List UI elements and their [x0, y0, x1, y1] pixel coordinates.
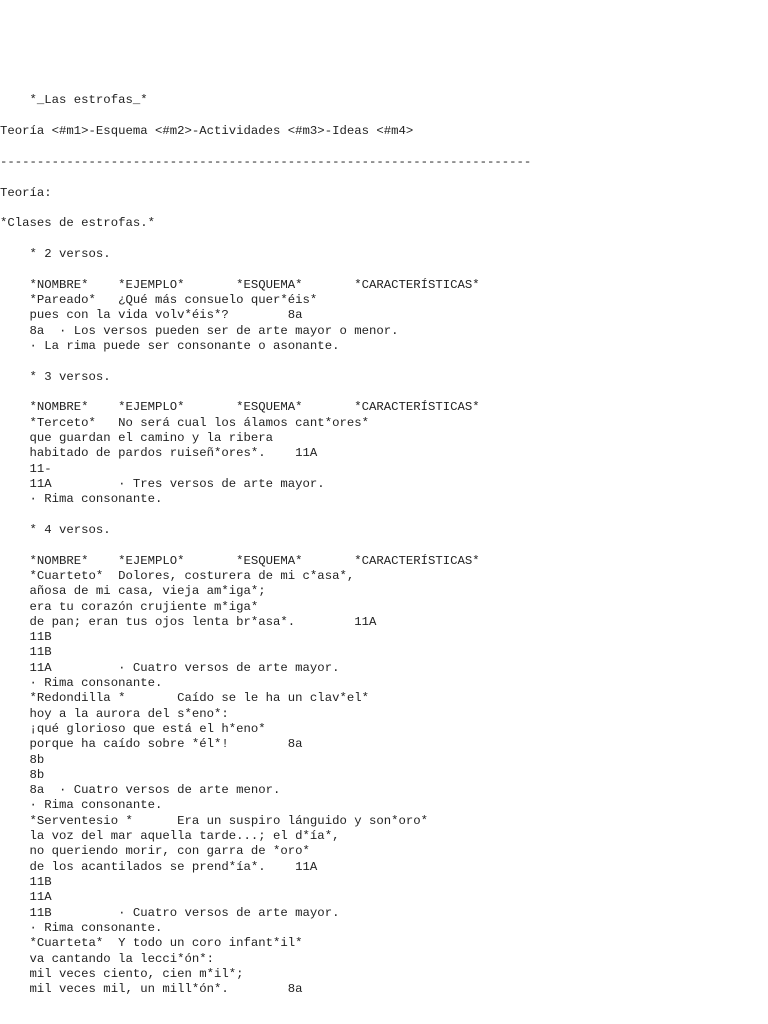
- text-line: 8a · Cuatro versos de arte menor.: [0, 783, 281, 797]
- table-header-row: *NOMBRE* *EJEMPLO* *ESQUEMA* *CARACTERÍSTICAS*: [0, 400, 480, 414]
- group-heading-4-versos: * 4 versos.: [0, 523, 111, 537]
- text-line: la voz del mar aquella tarde...; el d*ía*,: [0, 829, 340, 843]
- text-line: 8a · Los versos pueden ser de arte mayor o menor.: [0, 324, 399, 338]
- text-line: mil veces mil, un mill*ón*. 8a: [0, 982, 303, 996]
- text-line: que guardan el camino y la ribera: [0, 431, 274, 445]
- text-line: 11B: [0, 875, 52, 889]
- section-heading: Teoría:: [0, 186, 52, 200]
- text-line: · Rima consonante.: [0, 921, 163, 935]
- text-line: · Rima consonante.: [0, 798, 163, 812]
- document-title: *_Las estrofas_*: [0, 93, 148, 107]
- text-line: *Cuarteta* Y todo un coro infant*il*: [0, 936, 303, 950]
- text-line: de pan; eran tus ojos lenta br*asa*. 11A: [0, 615, 377, 629]
- text-line: no queriendo morir, con garra de *oro*: [0, 844, 310, 858]
- table-header-row: *NOMBRE* *EJEMPLO* *ESQUEMA* *CARACTERÍSTICAS*: [0, 554, 480, 568]
- text-line: 11B · Cuatro versos de arte mayor.: [0, 906, 340, 920]
- text-line: ¡qué glorioso que está el h*eno*: [0, 722, 266, 736]
- group-heading-3-versos: * 3 versos.: [0, 370, 111, 384]
- text-line: hoy a la aurora del s*eno*:: [0, 707, 229, 721]
- text-line: *Pareado* ¿Qué más consuelo quer*éis*: [0, 293, 318, 307]
- text-line: de los acantilados se prend*ía*. 11A: [0, 860, 318, 874]
- text-line: · La rima puede ser consonante o asonante.: [0, 339, 340, 353]
- subsection-heading: *Clases de estrofas.*: [0, 216, 155, 230]
- group-heading-2-versos: * 2 versos.: [0, 247, 111, 261]
- text-line: · Rima consonante.: [0, 676, 163, 690]
- text-line: *Cuarteto* Dolores, costurera de mi c*asa*,: [0, 569, 355, 583]
- text-line: *Serventesio * Era un suspiro lánguido y son*oro*: [0, 814, 429, 828]
- text-line: 11B: [0, 645, 52, 659]
- text-line: 11-: [0, 462, 52, 476]
- text-line: 11B: [0, 630, 52, 644]
- text-line: porque ha caído sobre *él*! 8a: [0, 737, 303, 751]
- text-line: *Redondilla * Caído se le ha un clav*el*: [0, 691, 369, 705]
- text-line: mil veces ciento, cien m*il*;: [0, 967, 244, 981]
- section-nav-links[interactable]: Teoría <#m1>-Esquema <#m2>-Actividades <#m3>-Ideas <#m4>: [0, 124, 414, 138]
- text-line: habitado de pardos ruiseñ*ores*. 11A: [0, 446, 318, 460]
- text-line: 11A · Cuatro versos de arte mayor.: [0, 661, 340, 675]
- text-line: 8b: [0, 753, 45, 767]
- text-line: 11A: [0, 890, 52, 904]
- text-line: era tu corazón crujiente m*iga*: [0, 600, 259, 614]
- text-line: 8b: [0, 768, 45, 782]
- text-line: *Terceto* No será cual los álamos cant*ores*: [0, 416, 369, 430]
- text-line: añosa de mi casa, vieja am*iga*;: [0, 584, 266, 598]
- text-line: pues con la vida volv*éis*? 8a: [0, 308, 303, 322]
- horizontal-rule: ------------------------------------------------------------------------: [0, 155, 532, 169]
- text-line: 11A · Tres versos de arte mayor.: [0, 477, 325, 491]
- table-header-row: *NOMBRE* *EJEMPLO* *ESQUEMA* *CARACTERÍSTICAS*: [0, 278, 480, 292]
- text-line: · Rima consonante.: [0, 492, 163, 506]
- text-line: va cantando la lecci*ón*:: [0, 952, 215, 966]
